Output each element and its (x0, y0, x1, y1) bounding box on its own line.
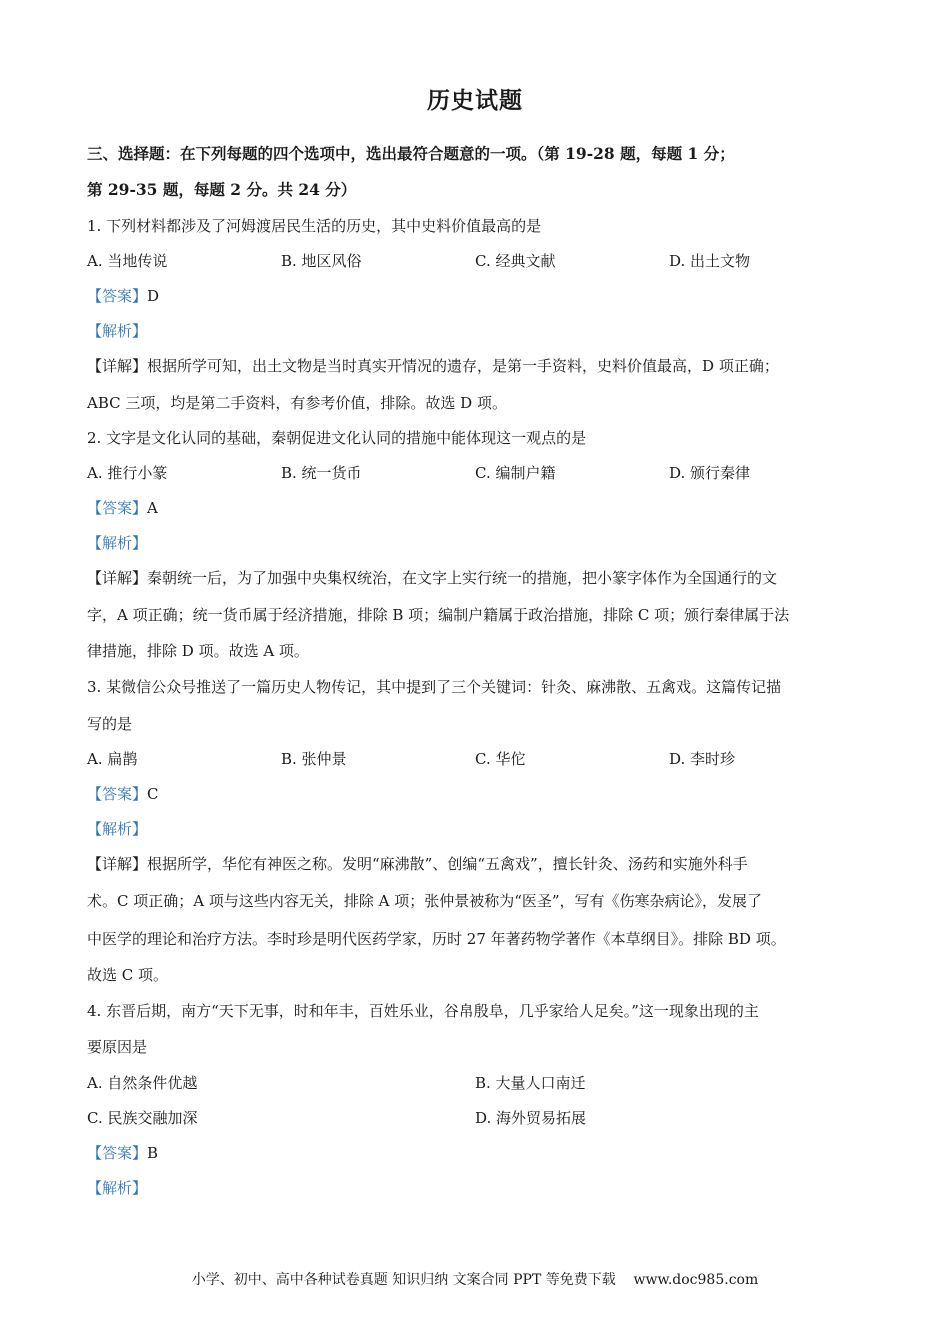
answer-value: A (147, 499, 158, 517)
question-4-option-a: A. 自然条件优越 (87, 1074, 198, 1092)
question-4-analysis (87, 1178, 147, 1198)
question-2-stem: 2. 文字是文化认同的基础，秦朝促进文化认同的措施中能体现这一观点的是 (87, 429, 587, 447)
question-4-option-d: D. 海外贸易拓展 (475, 1109, 587, 1127)
question-2-detail-line-2: 字，A 项正确；统一货币属于经济措施，排除 B 项；编制户籍属于政治措施，排除 C 项；颁行秦律属于法 (87, 606, 790, 624)
section-heading-line-1: 三、选择题：在下列每题的四个选项中，选出最符合题意的一项。（第 19-28 题，每题 1 分； (87, 144, 735, 163)
question-3-option-c: C. 华佗 (475, 750, 526, 768)
answer-value: B (147, 1144, 159, 1162)
question-1-detail-line-1 (87, 356, 779, 376)
answer-tag: 【答案】 (87, 499, 148, 517)
question-3-detail-line-3: 中医学的理论和治疗方法。李时珍是明代医药学家，历时 27 年著药物学著作《本草纲目》。排除 BD 项。 (87, 930, 786, 948)
detail-text: 秦朝统一后，为了加强中央集权统治，在文字上实行统一的措施，把小篆字体作为全国通行的文 (147, 569, 778, 587)
question-2-detail-line-3: 律措施，排除 D 项。故选 A 项。 (87, 642, 309, 660)
detail-text: 根据所学可知，出土文物是当时真实开情况的遗存，是第一手资料，史料价值最高，D 项正确； (147, 357, 779, 375)
question-3-option-d: D. 李时珍 (669, 750, 736, 768)
question-1-option-d: D. 出土文物 (669, 252, 751, 270)
question-2-option-c: C. 编制户籍 (475, 464, 556, 482)
question-3-detail-line-4: 故选 C 项。 (87, 966, 169, 984)
answer-tag: 【答案】 (87, 1144, 148, 1162)
question-4-option-b: B. 大量人口南迁 (475, 1074, 586, 1092)
footer-site-link[interactable]: www.doc985.com (633, 1272, 759, 1288)
question-2-option-a: A. 推行小篆 (87, 464, 168, 482)
question-1-stem: 1. 下列材料都涉及了河姆渡居民生活的历史，其中史料价值最高的是 (87, 217, 542, 235)
analysis-tag: 【解析】 (87, 1179, 148, 1197)
question-2-option-b: B. 统一货币 (281, 464, 362, 482)
question-3-answer (87, 784, 159, 804)
question-2-option-d: D. 颁行秦律 (669, 464, 751, 482)
question-1-option-c: C. 经典文献 (475, 252, 556, 270)
question-3-analysis (87, 819, 147, 839)
question-3-stem-line-1: 3. 某微信公众号推送了一篇历史人物传记，其中提到了三个关键词：针灸、麻沸散、五禽戏。这篇传记描 (87, 678, 782, 696)
question-2-analysis (87, 533, 147, 553)
question-1-analysis (87, 321, 147, 341)
question-3-option-a: A. 扁鹊 (87, 750, 138, 768)
question-4-stem-line-1: 4. 东晋后期，南方“天下无事，时和年丰，百姓乐业，谷帛殷阜，几乎家给人足矣。”这一现象出现的主 (87, 1002, 759, 1020)
question-4-answer (87, 1143, 158, 1163)
answer-tag: 【答案】 (87, 785, 148, 803)
detail-tag: 【详解】 (87, 357, 148, 375)
page-title: 历史试题 (427, 87, 523, 114)
analysis-tag: 【解析】 (87, 534, 148, 552)
question-3-detail-line-2: 术。C 项正确；A 项与这些内容无关，排除 A 项；张仲景被称为“医圣”，写有《伤寒杂病论》，发展了 (87, 892, 763, 910)
question-2-detail-line-1 (87, 568, 777, 588)
question-4-stem-line-2: 要原因是 (87, 1038, 148, 1056)
answer-tag: 【答案】 (87, 287, 148, 305)
section-heading-line-2: 第 29-35 题，每题 2 分。共 24 分） (87, 180, 357, 199)
answer-value: C (147, 785, 159, 803)
answer-value: D (147, 287, 160, 305)
detail-text: 根据所学，华佗有神医之称。发明“麻沸散”、创编“五禽戏”，擅长针灸、汤药和实施外科手 (147, 855, 748, 873)
question-1-option-a: A. 当地传说 (87, 252, 168, 270)
question-1-answer (87, 286, 159, 306)
question-3-option-b: B. 张仲景 (281, 750, 347, 768)
question-3-stem-line-2: 写的是 (87, 715, 133, 733)
analysis-tag: 【解析】 (87, 322, 148, 340)
question-3-detail-line-1 (87, 854, 748, 874)
footer-text: 小学、初中、高中各种试卷真题 知识归纳 文案合同 PPT 等免费下载 (191, 1272, 616, 1288)
analysis-tag: 【解析】 (87, 820, 148, 838)
question-4-option-c: C. 民族交融加深 (87, 1109, 198, 1127)
question-2-answer (87, 498, 158, 518)
detail-tag: 【详解】 (87, 569, 148, 587)
page-footer (0, 1269, 950, 1289)
detail-tag: 【详解】 (87, 855, 148, 873)
question-1-option-b: B. 地区风俗 (281, 252, 362, 270)
question-1-detail-line-2: ABC 三项，均是第二手资料，有参考价值，排除。故选 D 项。 (87, 394, 507, 412)
